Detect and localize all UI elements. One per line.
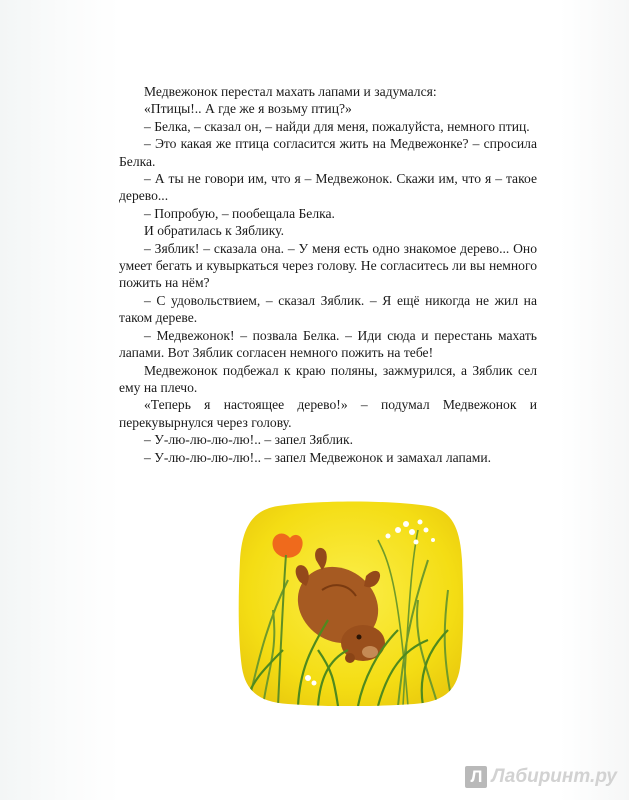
paragraph: – С удовольствием, – сказал Зяблик. – Я ещё никогда не жил на таком дереве. [119,292,537,326]
paragraph: – Белка, – сказал он, – найди для меня, пожалуйста, немного птиц. [144,118,530,134]
paragraph: – Попробую, – пообещала Белка. [144,205,335,221]
watermark [465,766,617,788]
paragraph: – Это какая же птица согласится жить на Медвежонке? – спросила Белка. [119,136,537,169]
paragraph: Медвежонок подбежал к краю поляны, зажмурился, а Зяблик сел ему на плечо. [119,362,537,395]
paragraph: – Зяблик! – сказала она. – У меня есть одно знакомое дерево... Оно умеет бегать и кувыркаться через голову. Не согласитесь ли вы немного пожить на нём? [119,240,537,291]
paragraph: – А ты не говори им, что я – Медвежонок. Скажи им, что я – такое дерево... [119,171,537,204]
story-text [119,83,537,466]
labirint-logo-icon: Л [465,766,487,788]
paragraph: – Медвежонок! – позвала Белка. – Иди сюда и перестань махать лапами. Вот Зяблик согласен немного пожить на тебе! [119,327,537,361]
paragraph: – У-лю-лю-лю-лю!.. – запел Медвежонок и замахал лапами. [144,449,492,465]
paragraph: – У-лю-лю-лю-лю!.. – запел Зяблик. [144,432,354,448]
paragraph: «Теперь я настоящее дерево!» – подумал Медвежонок и перекувырнулся через голову. [119,397,537,430]
paragraph: Медвежонок перестал махать лапами и задумался: [144,84,437,99]
paragraph: И обратилась к Зяблику. [144,223,285,239]
watermark-text: Лабиринт.ру [491,766,617,787]
bear-illustration [238,500,464,706]
paragraph: «Птицы!.. А где же я возьму птиц?» [144,101,352,117]
